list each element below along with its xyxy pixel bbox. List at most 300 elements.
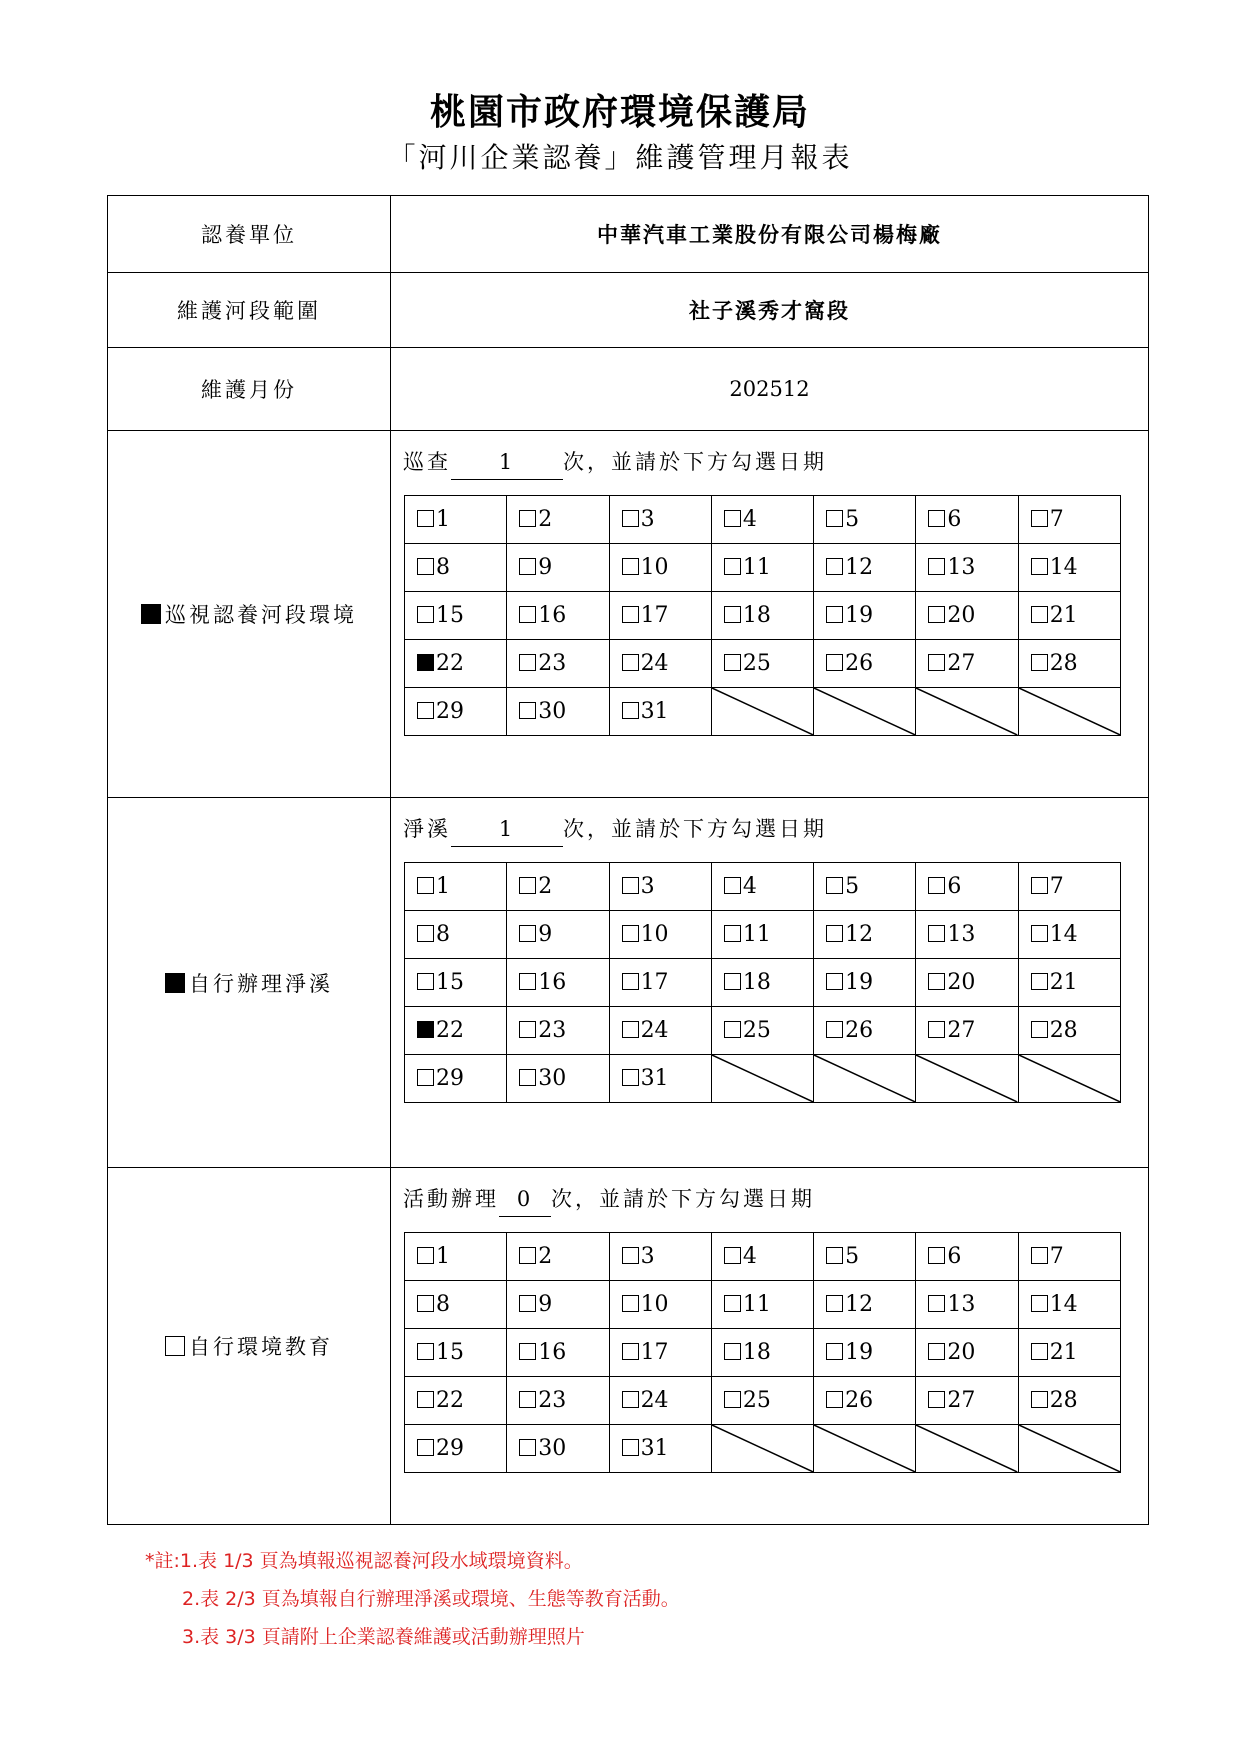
day-cell[interactable]: [405, 640, 507, 688]
day-cell[interactable]: [916, 1281, 1018, 1329]
day-checkbox-icon[interactable]: [417, 702, 434, 719]
day-cell[interactable]: [1018, 544, 1120, 592]
day-cell[interactable]: [711, 911, 813, 959]
month-label: 維護月份: [108, 348, 391, 431]
day-number: 28: [1049, 651, 1078, 676]
day-checkbox-icon[interactable]: [622, 1021, 639, 1038]
day-number: 14: [1049, 555, 1078, 580]
day-checkbox-icon[interactable]: [724, 877, 741, 894]
section-cleanup: [108, 798, 1149, 1168]
day-number: 14: [1049, 1292, 1078, 1317]
day-checkbox-icon[interactable]: [622, 1391, 639, 1408]
day-cell[interactable]: [814, 1007, 916, 1055]
day-checkbox-icon[interactable]: [417, 1295, 434, 1312]
day-cell[interactable]: [1018, 959, 1120, 1007]
day-number: 7: [1049, 1244, 1064, 1269]
diagonal-slash-icon: [712, 1055, 813, 1102]
day-cell[interactable]: [711, 959, 813, 1007]
day-row: [405, 1377, 1121, 1425]
section-checkbox-icon[interactable]: [165, 973, 185, 993]
day-number: 4: [742, 874, 757, 899]
day-cell[interactable]: [916, 1329, 1018, 1377]
day-checkbox-icon[interactable]: [826, 1021, 843, 1038]
day-cell[interactable]: [609, 1233, 711, 1281]
day-number: 26: [845, 1018, 874, 1043]
day-checkbox-icon[interactable]: [519, 558, 536, 575]
day-number: 9: [538, 922, 553, 947]
day-checkbox-icon[interactable]: [826, 877, 843, 894]
day-cell[interactable]: [711, 1329, 813, 1377]
day-number: 6: [947, 507, 962, 532]
day-cell[interactable]: [507, 592, 609, 640]
day-row: [405, 1055, 1121, 1103]
day-checkbox-icon[interactable]: [1031, 654, 1048, 671]
day-row: [405, 1425, 1121, 1473]
day-cell[interactable]: [405, 911, 507, 959]
day-checkbox-icon[interactable]: [928, 654, 945, 671]
day-checkbox-icon[interactable]: [519, 1343, 536, 1360]
day-number: 23: [538, 1018, 567, 1043]
day-checkbox-icon[interactable]: [1031, 1021, 1048, 1038]
count-value[interactable]: 1: [451, 445, 563, 480]
day-cell[interactable]: [405, 863, 507, 911]
day-checkbox-icon[interactable]: [622, 973, 639, 990]
day-cell[interactable]: [711, 1007, 813, 1055]
day-cell[interactable]: [1018, 592, 1120, 640]
day-cell[interactable]: [814, 959, 916, 1007]
day-number: 10: [640, 922, 669, 947]
count-line: [391, 812, 1148, 846]
day-checkbox-icon[interactable]: [519, 973, 536, 990]
day-checkbox-icon[interactable]: [724, 1295, 741, 1312]
range-label: 維護河段範圍: [108, 273, 391, 348]
day-cell[interactable]: [405, 592, 507, 640]
day-checkbox-icon[interactable]: [724, 558, 741, 575]
day-checkbox-icon[interactable]: [1031, 1391, 1048, 1408]
section-body: [391, 1168, 1149, 1525]
day-number: 23: [538, 651, 567, 676]
day-checkbox-icon[interactable]: [928, 877, 945, 894]
day-cell[interactable]: [711, 592, 813, 640]
day-checkbox-icon[interactable]: [417, 510, 434, 527]
day-checkbox-icon[interactable]: [417, 1439, 434, 1456]
day-cell[interactable]: [711, 544, 813, 592]
day-number: 29: [436, 699, 464, 724]
day-checkbox-icon[interactable]: [826, 973, 843, 990]
section-body: [391, 431, 1149, 798]
day-cell[interactable]: [916, 959, 1018, 1007]
day-row: [405, 863, 1121, 911]
day-cell[interactable]: [609, 688, 711, 736]
day-checkbox-icon[interactable]: [519, 1391, 536, 1408]
day-number: 17: [640, 1340, 669, 1365]
day-cell[interactable]: [609, 640, 711, 688]
day-row: [405, 688, 1121, 736]
section-body: [391, 798, 1149, 1168]
day-cell[interactable]: [814, 1281, 916, 1329]
day-checkbox-icon[interactable]: [928, 606, 945, 623]
day-checkbox-icon[interactable]: [519, 1439, 536, 1456]
day-cell[interactable]: [405, 688, 507, 736]
day-checkbox-icon[interactable]: [826, 606, 843, 623]
day-checkbox-icon[interactable]: [417, 654, 434, 671]
day-cell[interactable]: [609, 496, 711, 544]
day-checkbox-icon[interactable]: [417, 1069, 434, 1086]
day-number: 17: [640, 603, 669, 628]
day-cell[interactable]: [609, 1281, 711, 1329]
day-cell[interactable]: [711, 496, 813, 544]
day-checkbox-icon[interactable]: [622, 1247, 639, 1264]
day-checkbox-icon[interactable]: [1031, 558, 1048, 575]
day-number: 31: [640, 1436, 669, 1461]
day-cell[interactable]: [814, 1377, 916, 1425]
day-checkbox-icon[interactable]: [928, 1391, 945, 1408]
day-checkbox-icon[interactable]: [826, 925, 843, 942]
day-checkbox-icon[interactable]: [928, 1295, 945, 1312]
day-cell[interactable]: [405, 544, 507, 592]
day-checkbox-icon[interactable]: [826, 1391, 843, 1408]
day-number: 31: [640, 1066, 669, 1091]
day-number: 18: [742, 970, 771, 995]
day-checkbox-icon[interactable]: [1031, 925, 1048, 942]
day-cell[interactable]: [1018, 640, 1120, 688]
count-value[interactable]: 0: [499, 1182, 551, 1217]
day-cell[interactable]: [405, 959, 507, 1007]
section-label: [108, 431, 391, 798]
unit-label: 認養單位: [108, 196, 391, 273]
empty-day-cell: [916, 1425, 1018, 1473]
day-number: 26: [845, 651, 874, 676]
count-prefix: 活動辦理: [403, 1187, 499, 1211]
diagonal-slash-icon: [814, 688, 915, 735]
day-cell[interactable]: [405, 496, 507, 544]
empty-day-cell: [711, 1425, 813, 1473]
day-grid: [404, 495, 1121, 736]
day-cell[interactable]: [1018, 911, 1120, 959]
day-cell[interactable]: [405, 1233, 507, 1281]
day-number: 19: [845, 970, 874, 995]
count-suffix: 次，並請於下方勾選日期: [551, 1187, 815, 1211]
day-checkbox-icon[interactable]: [519, 877, 536, 894]
day-checkbox-icon[interactable]: [622, 558, 639, 575]
day-cell[interactable]: [711, 1233, 813, 1281]
day-cell[interactable]: [507, 1377, 609, 1425]
day-number: 31: [640, 699, 669, 724]
section-label: [108, 1168, 391, 1525]
day-checkbox-icon[interactable]: [417, 558, 434, 575]
day-cell[interactable]: [507, 1007, 609, 1055]
day-number: 11: [742, 922, 771, 947]
day-cell[interactable]: [507, 1055, 609, 1103]
day-cell[interactable]: [507, 688, 609, 736]
day-checkbox-icon[interactable]: [1031, 510, 1048, 527]
day-number: 7: [1049, 874, 1064, 899]
day-cell[interactable]: [711, 640, 813, 688]
unit-value: 中華汽車工業股份有限公司楊梅廠: [391, 196, 1149, 273]
day-checkbox-icon[interactable]: [724, 925, 741, 942]
day-checkbox-icon[interactable]: [928, 1343, 945, 1360]
day-number: 27: [947, 1388, 976, 1413]
diagonal-slash-icon: [1019, 1425, 1120, 1472]
day-checkbox-icon[interactable]: [1031, 1343, 1048, 1360]
day-number: 25: [742, 651, 771, 676]
day-checkbox-icon[interactable]: [417, 1391, 434, 1408]
day-cell[interactable]: [405, 1329, 507, 1377]
day-cell[interactable]: [1018, 1281, 1120, 1329]
day-number: 28: [1049, 1388, 1078, 1413]
range-value: 社子溪秀才窩段: [391, 273, 1149, 348]
day-checkbox-icon[interactable]: [622, 1439, 639, 1456]
diagonal-slash-icon: [712, 1425, 813, 1472]
day-checkbox-icon[interactable]: [622, 606, 639, 623]
day-checkbox-icon[interactable]: [826, 1343, 843, 1360]
day-checkbox-icon[interactable]: [724, 973, 741, 990]
diagonal-slash-icon: [1019, 1055, 1120, 1102]
report-table: [107, 195, 1149, 1525]
day-checkbox-icon[interactable]: [1031, 1295, 1048, 1312]
day-cell[interactable]: [507, 544, 609, 592]
count-line: [391, 445, 1148, 479]
day-cell[interactable]: [814, 496, 916, 544]
day-checkbox-icon[interactable]: [724, 1391, 741, 1408]
day-checkbox-icon[interactable]: [826, 1247, 843, 1264]
day-number: 16: [538, 970, 567, 995]
day-checkbox-icon[interactable]: [519, 1069, 536, 1086]
day-cell[interactable]: [916, 640, 1018, 688]
day-checkbox-icon[interactable]: [928, 1247, 945, 1264]
day-checkbox-icon[interactable]: [928, 1021, 945, 1038]
section-label: [108, 798, 391, 1168]
day-checkbox-icon[interactable]: [622, 877, 639, 894]
day-number: 20: [947, 970, 976, 995]
row-month: [108, 348, 1149, 431]
row-unit: [108, 196, 1149, 273]
count-value[interactable]: 1: [451, 812, 563, 847]
day-checkbox-icon[interactable]: [1031, 877, 1048, 894]
note-line: 2.表 2/3 頁為填報自行辦理淨溪或環境、生態等教育活動。: [182, 1588, 680, 1610]
day-checkbox-icon[interactable]: [417, 973, 434, 990]
day-grid: [404, 862, 1121, 1103]
day-cell[interactable]: [609, 959, 711, 1007]
day-number: 27: [947, 1018, 976, 1043]
day-row: [405, 1329, 1121, 1377]
day-cell[interactable]: [1018, 1233, 1120, 1281]
day-checkbox-icon[interactable]: [519, 510, 536, 527]
day-number: 8: [436, 1292, 450, 1317]
day-number: 17: [640, 970, 669, 995]
day-checkbox-icon[interactable]: [417, 925, 434, 942]
day-checkbox-icon[interactable]: [826, 654, 843, 671]
diagonal-slash-icon: [712, 688, 813, 735]
day-number: 24: [640, 651, 669, 676]
day-checkbox-icon[interactable]: [826, 1295, 843, 1312]
day-number: 2: [538, 874, 553, 899]
day-cell[interactable]: [916, 911, 1018, 959]
day-number: 10: [640, 555, 669, 580]
day-checkbox-icon[interactable]: [928, 925, 945, 942]
day-cell[interactable]: [609, 544, 711, 592]
day-number: 4: [742, 507, 757, 532]
day-number: 6: [947, 1244, 962, 1269]
day-checkbox-icon[interactable]: [724, 606, 741, 623]
day-number: 22: [436, 1018, 464, 1043]
day-checkbox-icon[interactable]: [417, 1343, 434, 1360]
day-checkbox-icon[interactable]: [1031, 1247, 1048, 1264]
day-checkbox-icon[interactable]: [622, 702, 639, 719]
day-cell[interactable]: [1018, 1377, 1120, 1425]
day-cell[interactable]: [507, 863, 609, 911]
day-cell[interactable]: [916, 544, 1018, 592]
day-checkbox-icon[interactable]: [724, 1021, 741, 1038]
day-checkbox-icon[interactable]: [724, 654, 741, 671]
diagonal-slash-icon: [916, 1055, 1017, 1102]
day-cell[interactable]: [507, 1233, 609, 1281]
day-cell[interactable]: [405, 1007, 507, 1055]
day-number: 29: [436, 1436, 464, 1461]
diagonal-slash-icon: [814, 1425, 915, 1472]
day-checkbox-icon[interactable]: [519, 1247, 536, 1264]
day-cell[interactable]: [814, 640, 916, 688]
empty-day-cell: [1018, 688, 1120, 736]
day-cell[interactable]: [609, 863, 711, 911]
day-cell[interactable]: [916, 496, 1018, 544]
section-label-text: 巡視認養河段環境: [165, 603, 357, 627]
day-checkbox-icon[interactable]: [622, 510, 639, 527]
day-checkbox-icon[interactable]: [519, 654, 536, 671]
day-checkbox-icon[interactable]: [1031, 606, 1048, 623]
day-cell[interactable]: [1018, 1329, 1120, 1377]
empty-day-cell: [814, 1055, 916, 1103]
page-title: 桃園市政府環境保護局: [429, 91, 810, 133]
day-checkbox-icon[interactable]: [417, 606, 434, 623]
day-number: 21: [1049, 970, 1078, 995]
day-checkbox-icon[interactable]: [417, 877, 434, 894]
day-grid: [404, 1232, 1121, 1473]
day-cell[interactable]: [405, 1281, 507, 1329]
day-checkbox-icon[interactable]: [519, 1295, 536, 1312]
day-checkbox-icon[interactable]: [622, 1295, 639, 1312]
day-cell[interactable]: [609, 911, 711, 959]
day-checkbox-icon[interactable]: [928, 558, 945, 575]
day-checkbox-icon[interactable]: [826, 558, 843, 575]
day-number: 26: [845, 1388, 874, 1413]
day-cell[interactable]: [814, 1329, 916, 1377]
day-cell[interactable]: [609, 1007, 711, 1055]
day-cell[interactable]: [916, 592, 1018, 640]
day-number: 15: [436, 970, 464, 995]
day-number: 6: [947, 874, 962, 899]
day-number: 11: [742, 1292, 771, 1317]
day-number: 10: [640, 1292, 669, 1317]
day-checkbox-icon[interactable]: [622, 654, 639, 671]
day-checkbox-icon[interactable]: [928, 510, 945, 527]
day-cell[interactable]: [609, 1055, 711, 1103]
day-row: [405, 544, 1121, 592]
day-cell[interactable]: [507, 1425, 609, 1473]
day-cell[interactable]: [507, 1281, 609, 1329]
day-cell[interactable]: [711, 863, 813, 911]
day-cell[interactable]: [609, 592, 711, 640]
section-education: [108, 1168, 1149, 1525]
day-number: 16: [538, 1340, 567, 1365]
day-number: 3: [640, 874, 655, 899]
day-checkbox-icon[interactable]: [519, 702, 536, 719]
day-row: [405, 1007, 1121, 1055]
day-checkbox-icon[interactable]: [622, 1069, 639, 1086]
day-number: 24: [640, 1018, 669, 1043]
day-number: 20: [947, 1340, 976, 1365]
day-row: [405, 496, 1121, 544]
day-checkbox-icon[interactable]: [724, 1343, 741, 1360]
day-checkbox-icon[interactable]: [1031, 973, 1048, 990]
day-number: 30: [538, 1066, 567, 1091]
day-row: [405, 640, 1121, 688]
day-checkbox-icon[interactable]: [724, 1247, 741, 1264]
day-cell[interactable]: [916, 1377, 1018, 1425]
section-checkbox-icon[interactable]: [165, 1336, 185, 1356]
day-checkbox-icon[interactable]: [622, 1343, 639, 1360]
day-cell[interactable]: [1018, 863, 1120, 911]
day-cell[interactable]: [814, 911, 916, 959]
day-checkbox-icon[interactable]: [519, 606, 536, 623]
day-cell[interactable]: [916, 1233, 1018, 1281]
day-cell[interactable]: [711, 1377, 813, 1425]
section-checkbox-icon[interactable]: [141, 604, 161, 624]
day-cell[interactable]: [405, 1425, 507, 1473]
day-checkbox-icon[interactable]: [519, 1021, 536, 1038]
day-cell[interactable]: [507, 959, 609, 1007]
day-number: 27: [947, 651, 976, 676]
day-checkbox-icon[interactable]: [826, 510, 843, 527]
row-range: [108, 273, 1149, 348]
day-cell[interactable]: [814, 1233, 916, 1281]
day-cell[interactable]: [405, 1055, 507, 1103]
day-cell[interactable]: [1018, 1007, 1120, 1055]
day-cell[interactable]: [711, 1281, 813, 1329]
day-cell[interactable]: [609, 1377, 711, 1425]
day-cell[interactable]: [1018, 496, 1120, 544]
day-cell[interactable]: [507, 496, 609, 544]
day-cell[interactable]: [814, 544, 916, 592]
empty-day-cell: [916, 688, 1018, 736]
empty-day-cell: [814, 688, 916, 736]
day-cell[interactable]: [916, 1007, 1018, 1055]
day-cell[interactable]: [507, 911, 609, 959]
day-cell[interactable]: [507, 640, 609, 688]
day-checkbox-icon[interactable]: [724, 510, 741, 527]
note-line: *註:1.表 1/3 頁為填報巡視認養河段水域環境資料。: [145, 1550, 583, 1572]
empty-day-cell: [814, 1425, 916, 1473]
day-cell[interactable]: [609, 1425, 711, 1473]
day-cell[interactable]: [916, 863, 1018, 911]
day-number: 21: [1049, 603, 1078, 628]
day-row: [405, 959, 1121, 1007]
day-number: 29: [436, 1066, 464, 1091]
day-cell[interactable]: [609, 1329, 711, 1377]
day-number: 30: [538, 699, 567, 724]
day-cell[interactable]: [405, 1377, 507, 1425]
day-number: 19: [845, 603, 874, 628]
day-cell[interactable]: [507, 1329, 609, 1377]
day-checkbox-icon[interactable]: [622, 925, 639, 942]
day-checkbox-icon[interactable]: [519, 925, 536, 942]
day-checkbox-icon[interactable]: [417, 1247, 434, 1264]
day-checkbox-icon[interactable]: [417, 1021, 434, 1038]
day-checkbox-icon[interactable]: [928, 973, 945, 990]
day-number: 5: [845, 507, 860, 532]
day-cell[interactable]: [814, 863, 916, 911]
day-cell[interactable]: [814, 592, 916, 640]
